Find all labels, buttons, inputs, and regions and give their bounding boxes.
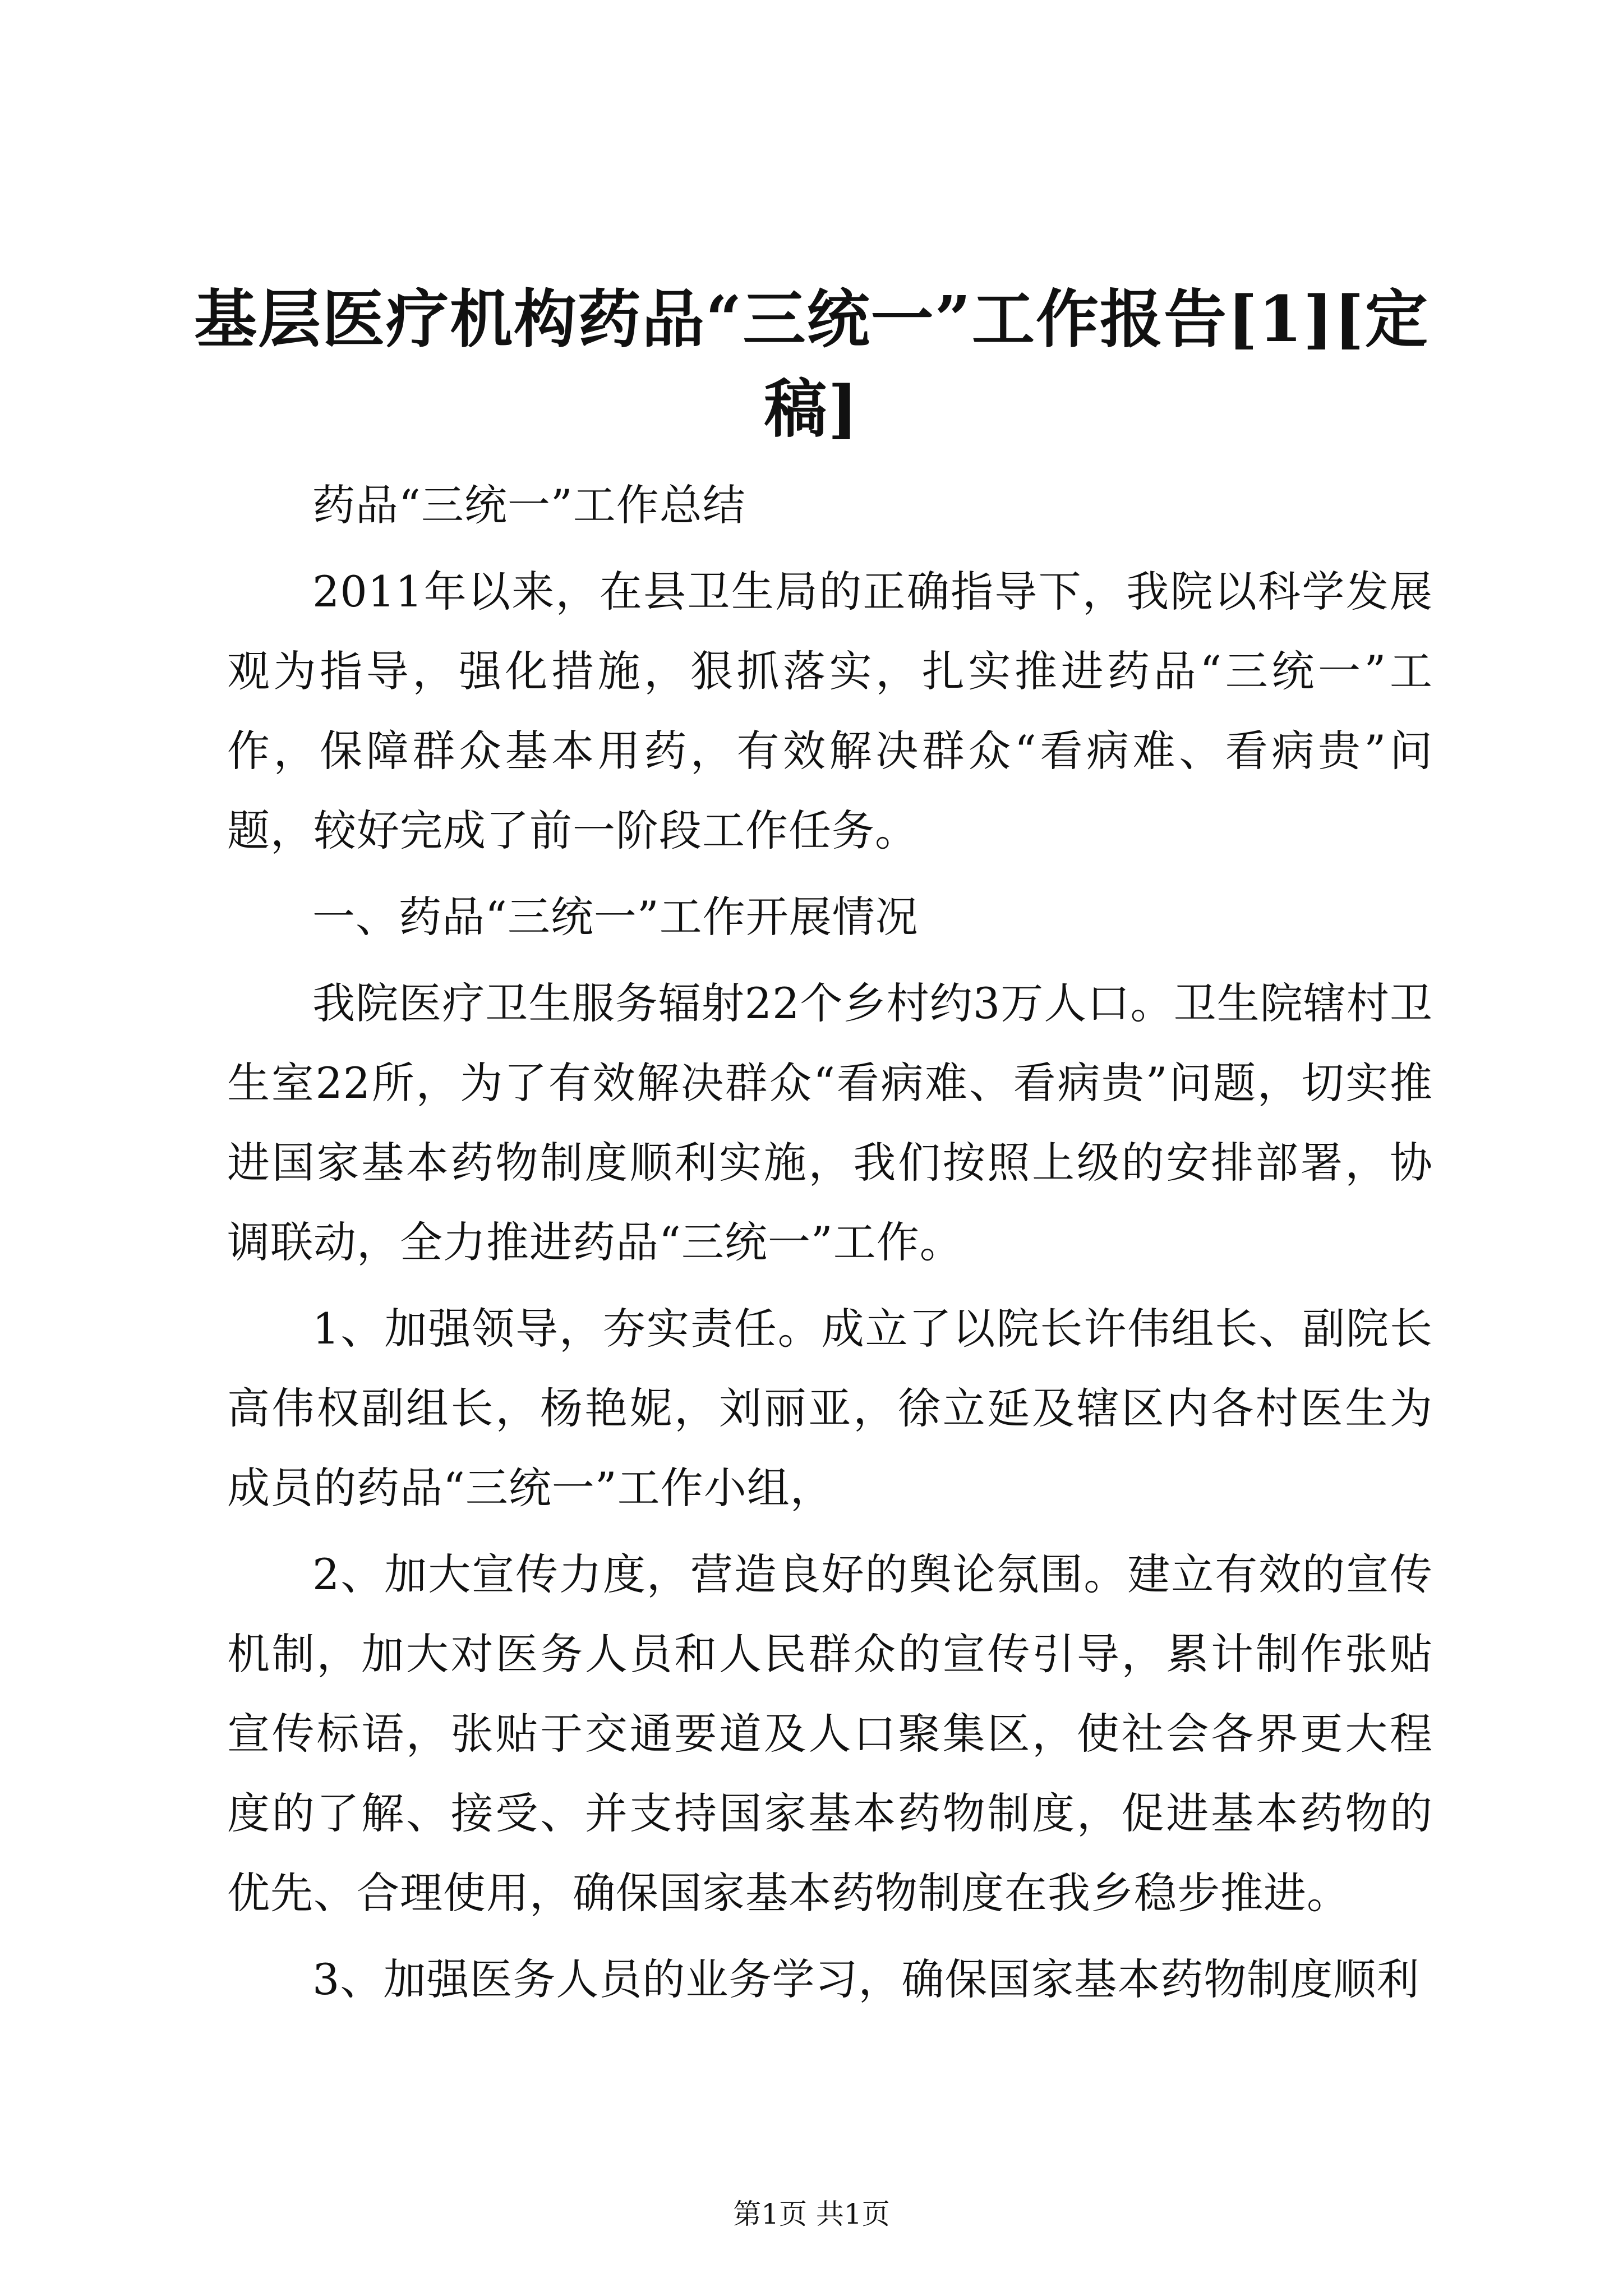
- paragraph-item-1: 1、加强领导，夯实责任。成立了以院长许伟组长、副院长高伟权副组长，杨艳妮，刘丽亚，徐立延及辖区内各村医生为成员的药品“三统一”工作小组，: [227, 1304, 1433, 1513]
- paragraph-section-heading: 一、药品“三统一”工作开展情况: [312, 892, 919, 942]
- paragraph-intro: 2011年以来，在县卫生局的正确指导下，我院以科学发展观为指导，强化措施，狠抓落实，扎实推进药品“三统一”工作，保障群众基本用药，有效解决群众“看病难、看病贵”问题，较好完成了前一阶段工作任务。: [227, 567, 1433, 855]
- paragraph-summary-heading: 药品“三统一”工作总结: [312, 480, 746, 530]
- paragraph-service-scope: 我院医疗卫生服务辐射22个乡村约3万人口。卫生院辖村卫生室22所，为了有效解决群众“看病难、看病贵”问题，切实推进国家基本药物制度顺利实施，我们按照上级的安排部署，协调联动，全力推进药品“三统一”工作。: [227, 978, 1433, 1267]
- document-title: 基层医疗机构药品“三统一”工作报告[1][定稿]: [194, 283, 1429, 446]
- paragraph-item-3: 3、加强医务人员的业务学习，确保国家基本药物制度顺利: [312, 1954, 1420, 2004]
- document-body: [227, 466, 1433, 2026]
- page-footer: 第1页 共1页: [733, 2198, 890, 2230]
- paragraph-item-2: 2、加大宣传力度，营造良好的舆论氛围。建立有效的宣传机制，加大对医务人员和人民群众的宣传引导，累计制作张贴宣传标语，张贴于交通要道及人口聚集区，使社会各界更大程度的了解、接受、并支持国家基本药物制度，促进基本药物的优先、合理使用，确保国家基本药物制度在我乡稳步推进。: [227, 1549, 1433, 1918]
